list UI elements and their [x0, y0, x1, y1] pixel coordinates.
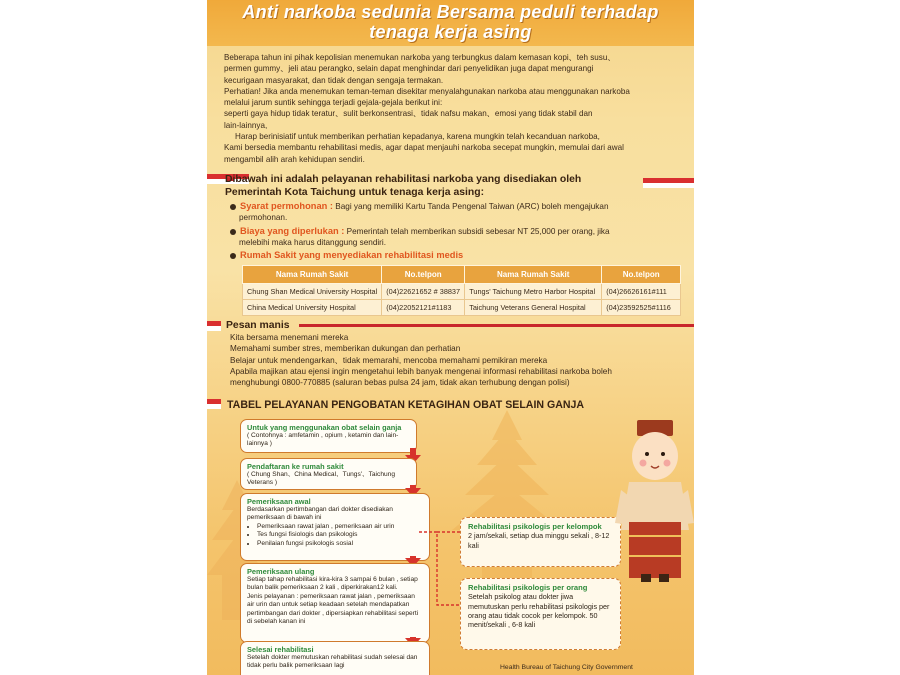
- step-text: ( Chung Shan、China Medical、Tungs'、Taichung Veterans ): [247, 471, 395, 487]
- biaya-text: Pemerintah telah memberikan subsidi sebesar NT 25,000 per orang, jika: [344, 227, 610, 236]
- rs-row: [230, 250, 685, 261]
- table-cell: (04)22052121#1183: [382, 300, 465, 316]
- table-cell: Taichung Veterans General Hospital: [465, 300, 602, 316]
- services-heading-line-2: Pemerintah Kota Taichung untuk tenaga kerja asing:: [225, 186, 485, 198]
- section-divider: [299, 324, 694, 327]
- table-cell: (04)26626161#111: [602, 284, 681, 300]
- footer-credit: Health Bureau of Taichung City Government: [500, 664, 633, 671]
- intro-line: seperti gaya hidup tidak teratur、sulit berkonsentrasi、tidak nafsu makan、emosi yang tidak stabil dan: [224, 109, 593, 119]
- bullet-icon: [230, 204, 236, 210]
- step-heading: Pendaftaran ke rumah sakit: [247, 462, 344, 471]
- step-heading: Rehabilitasi psikologis per orang: [468, 583, 588, 592]
- services-heading: [225, 174, 581, 199]
- step-list: [247, 523, 423, 548]
- column-header: No.telpon: [602, 266, 681, 284]
- intro-line: Kami bersedia membantu rehabilitasi medis, agar dapat menjauhi narkoba secepat mungkin, memulai dari awal: [224, 143, 624, 153]
- syarat-text-cont: permohonan.: [239, 213, 288, 222]
- intro-text: [224, 52, 686, 165]
- table-cell: (04)22621652 # 38837: [382, 284, 465, 300]
- bullet-icon: [230, 229, 236, 235]
- pesan-line: Apabila majikan atau ejensi ingin mengetahui lebih banyak mengenai informasi rehabilitasi narkoba boleh: [230, 366, 612, 376]
- flow-title: TABEL PELAYANAN PENGOBATAN KETAGIHAN OBAT SELAIN GANJA: [227, 399, 585, 411]
- mascot-illustration: [615, 418, 694, 583]
- intro-line: Perhatian! Jika anda menemukan teman-teman disekitar menyalahgunakan narkoba atau menggunakan narkoba: [224, 86, 630, 96]
- step-text: Setelah dokter memutuskan rehabilitasi sudah selesai dan tidak perlu balik pemeriksaan lagi: [247, 654, 418, 670]
- pesan-line: menghubungi 0800-770885 (saluran bebas pulsa 24 jam, tidak akan terhubung dengan polisi): [230, 378, 570, 388]
- intro-line: mengambil alih arah kehidupan sendiri.: [224, 154, 365, 164]
- pesan-heading: Pesan manis: [226, 320, 290, 331]
- intro-line: melalui jarum suntik sehingga terjadi gejala-gejala berikut ini:: [224, 98, 443, 108]
- step-list-item: • Penilaian fungsi psikologis sosial: [257, 540, 423, 548]
- step-text: ( Contohnya : amfetamin , opium , ketamin dan lain-lainnya ): [247, 432, 399, 448]
- flow-individual-therapy: [460, 578, 621, 650]
- title-line-2: tenaga kerja asing: [369, 22, 532, 42]
- syarat-label: Syarat permohonan :: [240, 201, 333, 211]
- column-header: No.telpon: [382, 266, 465, 284]
- biaya-text-cont: melebihi maka harus ditanggung sendiri.: [239, 238, 387, 247]
- biaya-row: [230, 226, 685, 248]
- syarat-row: [230, 201, 685, 223]
- services-heading-line-1: Dibawah ini adalah pelayanan rehabilitasi narkoba yang disediakan oleh: [225, 174, 582, 185]
- column-header: Nama Rumah Sakit: [243, 266, 382, 284]
- step-text: Jenis pelayanan : pemeriksaan rawat jalan , pemeriksaan air urin dan untuk setiap keadaan setelah mendapatkan pertimbangan dari dokter , dipersiapkan rehabilitasi seperti di sebelah kanan ini: [247, 592, 419, 626]
- intro-line: Harap berinisiatif untuk memberikan perhatian kepadanya, karena mungkin telah kecanduan narkoba,: [235, 132, 600, 142]
- biaya-label: Biaya yang diperlukan :: [240, 226, 345, 236]
- step-text: Berdasarkan pertimbangan dari dokter disediakan pemeriksaan di bawah ini: [247, 506, 393, 522]
- pesan-line: Belajar untuk mendengarkan、tidak memarahi, mencoba memahami pemikiran mereka: [230, 355, 548, 365]
- hospital-table: [242, 265, 681, 316]
- table-row: [243, 284, 681, 300]
- table-cell: (04)23592525#1116: [602, 300, 681, 316]
- flow-step-registration: [240, 458, 417, 490]
- step-text: Setelah psikolog atau dokter jiwa memutuskan perlu rehabilitasi psikologis per orang atau tidak cocok per kelompok. 50 menit/sekali , 6-8 kali: [468, 592, 610, 630]
- intro-line: Beberapa tahun ini pihak kepolisian menemukan narkoba yang terbungkus dalam kemasan kopi、teh susu、: [224, 53, 616, 62]
- intro-line: lain-lainnya,: [224, 120, 268, 130]
- table-header-row: [243, 266, 681, 284]
- bullet-icon: [230, 253, 236, 259]
- table-cell: China Medical University Hospital: [243, 300, 382, 316]
- flow-step-finished: [240, 641, 430, 675]
- flag-icon: [207, 321, 221, 331]
- step-heading: Selesai rehabilitasi: [247, 645, 314, 654]
- title-line-1: Anti narkoba sedunia Bersama peduli terhadap: [242, 2, 659, 22]
- table-cell: Chung Shan Medical University Hospital: [243, 284, 382, 300]
- step-text: Setiap tahap rehabilitasi kira-kira 3 sampai 6 bulan , setiap bulan balik pemeriksaan 2 kali , diperkirakan12 kali.: [247, 576, 418, 592]
- step-text: 2 jam/sekali, setiap dua minggu sekali , 8-12 kali: [468, 531, 610, 550]
- flow-step-drug-users: [240, 419, 417, 453]
- table-row: [243, 300, 681, 316]
- flag-icon: [643, 178, 694, 188]
- column-header: Nama Rumah Sakit: [465, 266, 602, 284]
- step-heading: Pemeriksaan awal: [247, 497, 311, 506]
- intro-line: kecurigaan masyarakat, dan tidak dengan sengaja termakan.: [224, 75, 444, 85]
- syarat-text: Bagi yang memiliki Kartu Tanda Pengenal Taiwan (ARC) boleh mengajukan: [333, 202, 609, 211]
- flow-group-therapy: [460, 517, 621, 567]
- intro-line: permen gummy、jeli atau perangko, selain dapat menghindar dari penyelidikan juga dapat mengurangi: [224, 64, 594, 74]
- step-heading: Untuk yang menggunakan obat selain ganja: [247, 423, 402, 432]
- pesan-text: [219, 332, 689, 388]
- step-heading: Rehabilitasi psikologis per kelompok: [468, 522, 602, 531]
- step-list-item: • Pemeriksaan rawat jalan , pemeriksaan air urin: [257, 523, 423, 531]
- flag-icon: [207, 399, 221, 409]
- step-heading: Pemeriksaan ulang: [247, 567, 315, 576]
- table-cell: Tungs' Taichung Metro Harbor Hospital: [465, 284, 602, 300]
- rs-label: Rumah Sakit yang menyediakan rehabilitasi medis: [240, 250, 464, 260]
- flow-step-initial-exam: [240, 493, 430, 561]
- pesan-line: Memahami sumber stres, memberikan dukungan dan perhatian: [230, 344, 461, 354]
- flow-step-re-exam: [240, 563, 430, 643]
- poster: [207, 0, 694, 675]
- step-list-item: • Tes fungsi fisiologis dan psikologis: [257, 531, 423, 539]
- pesan-line: Kita bersama menemani mereka: [230, 333, 349, 342]
